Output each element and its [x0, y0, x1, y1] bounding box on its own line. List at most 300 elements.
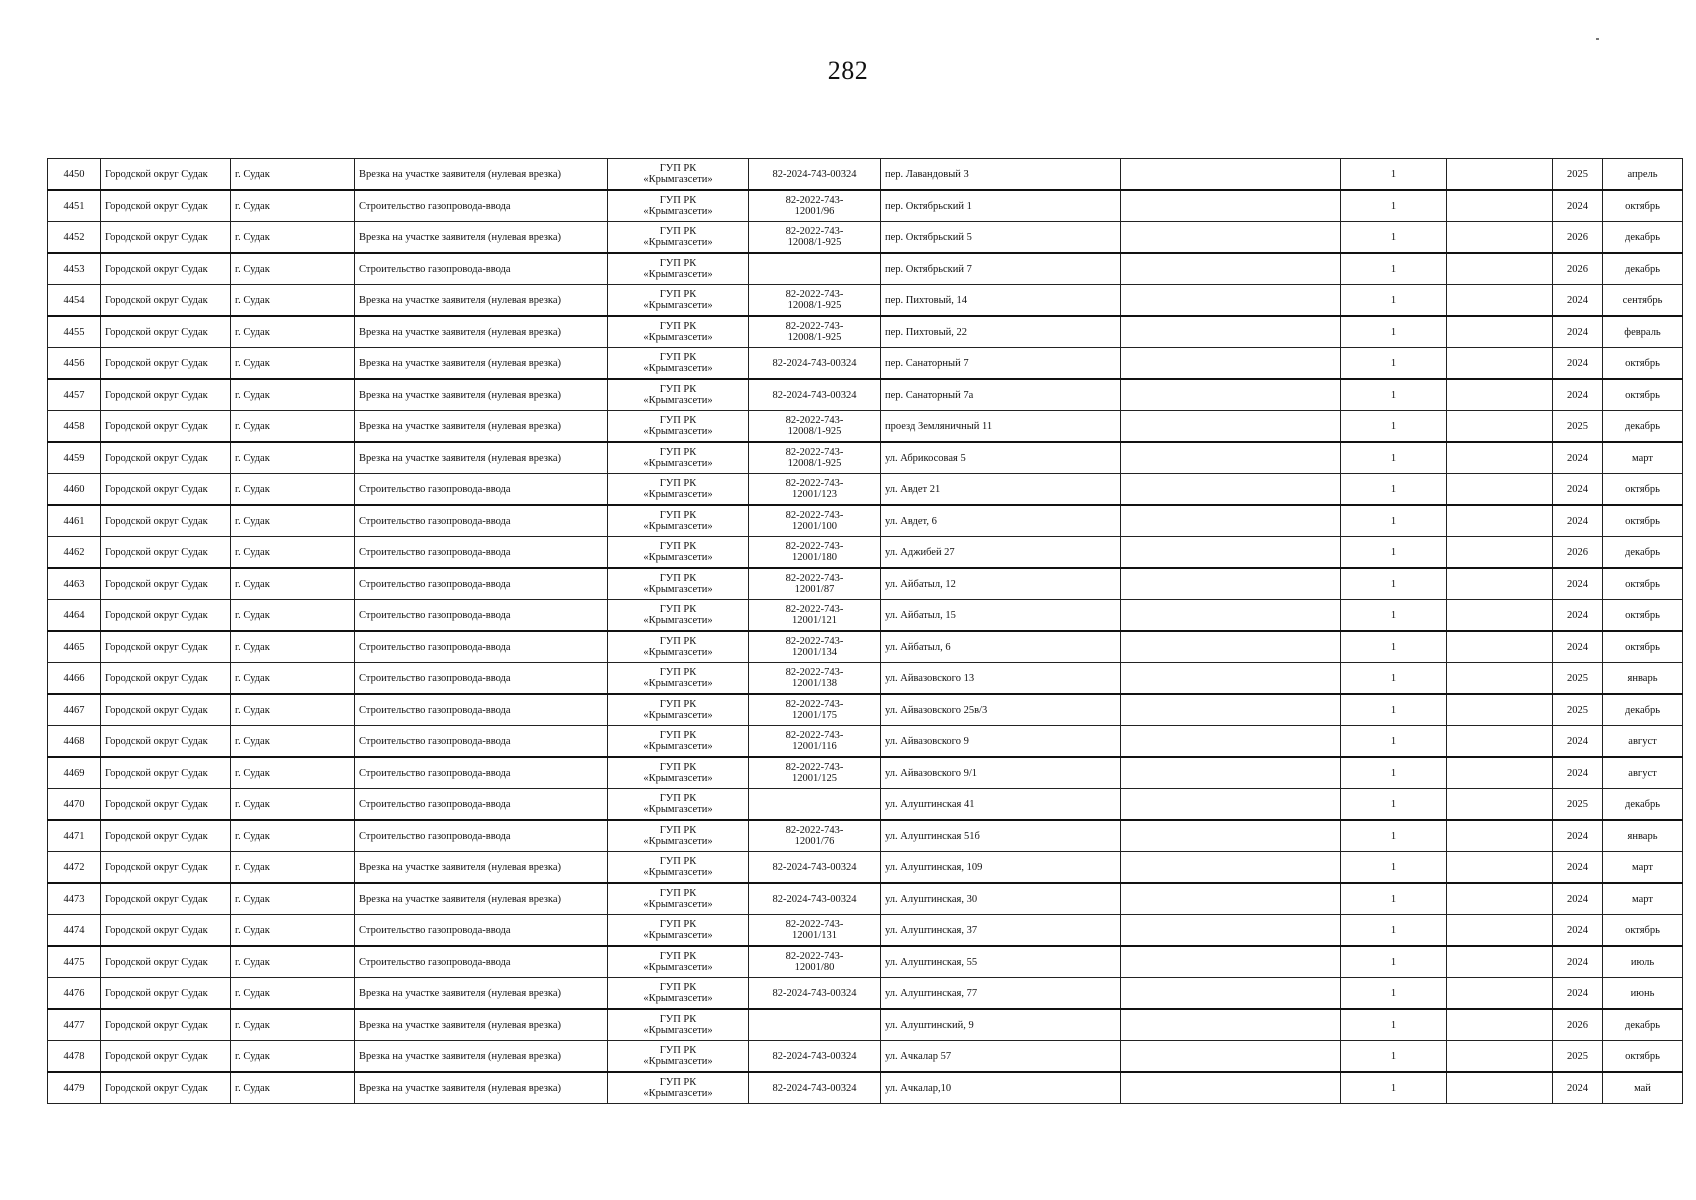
code-cell [749, 852, 881, 884]
district-cell: Городской округ Судак [101, 1041, 231, 1073]
table-row [48, 505, 1683, 537]
district-cell: Городской округ Судак [101, 379, 231, 411]
code-cell [749, 159, 881, 191]
work-type-cell: Врезка на участке заявителя (нулевая врезка) [355, 852, 608, 884]
work-type-cell: Строительство газопровода-ввода [355, 726, 608, 758]
address-cell: пер. Лавандовый 3 [881, 159, 1121, 191]
organization-line-2: «Крымгазсети» [643, 426, 713, 437]
code-cell [749, 379, 881, 411]
quantity-cell: 1 [1341, 442, 1447, 474]
code-cell [749, 820, 881, 852]
organization-cell [608, 253, 749, 285]
code-cell [749, 663, 881, 695]
quantity-cell: 1 [1341, 789, 1447, 821]
work-type-cell: Строительство газопровода-ввода [355, 190, 608, 222]
code-line-2: 12001/123 [792, 489, 837, 500]
organization-line-1: ГУП РК [659, 352, 697, 363]
code-line-1: 82-2022-743- [785, 478, 844, 489]
year-cell: 2024 [1553, 505, 1603, 537]
address-cell: пер. Пихтовый, 22 [881, 316, 1121, 348]
work-type-cell: Строительство газопровода-ввода [355, 915, 608, 947]
year-cell: 2025 [1553, 1041, 1603, 1073]
table-row [48, 820, 1683, 852]
month-cell: январь [1603, 663, 1683, 695]
code-cell [749, 883, 881, 915]
table-row [48, 1009, 1683, 1041]
organization-line-2: «Крымгазсети» [643, 300, 713, 311]
organization-line-1: ГУП РК [659, 888, 697, 899]
empty-cell-1 [1121, 1072, 1341, 1104]
row-number: 4457 [48, 379, 101, 411]
code-cell [749, 505, 881, 537]
address-cell: ул. Айвазовского 9 [881, 726, 1121, 758]
table-row [48, 568, 1683, 600]
organization-line-1: ГУП РК [659, 478, 697, 489]
work-type-cell: Строительство газопровода-ввода [355, 757, 608, 789]
organization-line-2: «Крымгазсети» [643, 773, 713, 784]
empty-cell-1 [1121, 316, 1341, 348]
organization-line-2: «Крымгазсети» [643, 1056, 713, 1067]
code-cell [749, 411, 881, 443]
district-cell: Городской округ Судак [101, 757, 231, 789]
district-cell: Городской округ Судак [101, 190, 231, 222]
empty-cell-2 [1447, 694, 1553, 726]
address-cell: ул. Айбатыл, 6 [881, 631, 1121, 663]
row-number: 4469 [48, 757, 101, 789]
year-cell: 2025 [1553, 411, 1603, 443]
city-cell: г. Судак [231, 474, 355, 506]
empty-cell-2 [1447, 411, 1553, 443]
table-row [48, 978, 1683, 1010]
city-cell: г. Судак [231, 505, 355, 537]
month-cell: июль [1603, 946, 1683, 978]
organization-line-1: ГУП РК [659, 541, 697, 552]
quantity-cell: 1 [1341, 316, 1447, 348]
quantity-cell: 1 [1341, 568, 1447, 600]
row-number: 4456 [48, 348, 101, 380]
month-cell: декабрь [1603, 789, 1683, 821]
row-number: 4477 [48, 1009, 101, 1041]
address-cell: ул. Алуштинская, 77 [881, 978, 1121, 1010]
empty-cell-2 [1447, 253, 1553, 285]
table-row [48, 631, 1683, 663]
month-cell: октябрь [1603, 474, 1683, 506]
row-number: 4468 [48, 726, 101, 758]
organization-line-1: ГУП РК [659, 667, 697, 678]
work-type-cell: Врезка на участке заявителя (нулевая врезка) [355, 1009, 608, 1041]
row-number: 4453 [48, 253, 101, 285]
quantity-cell: 1 [1341, 411, 1447, 443]
row-number: 4479 [48, 1072, 101, 1104]
organization-cell [608, 316, 749, 348]
row-number: 4454 [48, 285, 101, 317]
work-type-cell: Строительство газопровода-ввода [355, 537, 608, 569]
row-number: 4473 [48, 883, 101, 915]
code-line-1: 82-2024-743-00324 [772, 893, 857, 905]
organization-line-1: ГУП РК [659, 1045, 697, 1056]
month-cell: март [1603, 852, 1683, 884]
code-cell [749, 631, 881, 663]
table-row [48, 1041, 1683, 1073]
district-cell: Городской округ Судак [101, 537, 231, 569]
city-cell: г. Судак [231, 883, 355, 915]
city-cell: г. Судак [231, 1072, 355, 1104]
month-cell: март [1603, 442, 1683, 474]
city-cell: г. Судак [231, 820, 355, 852]
code-cell [749, 726, 881, 758]
district-cell: Городской округ Судак [101, 505, 231, 537]
row-number: 4464 [48, 600, 101, 632]
table-row [48, 600, 1683, 632]
work-type-cell: Врезка на участке заявителя (нулевая врезка) [355, 883, 608, 915]
empty-cell-2 [1447, 474, 1553, 506]
empty-cell-2 [1447, 820, 1553, 852]
code-line-2: 12008/1-925 [787, 332, 842, 343]
code-line-2: 12001/121 [792, 615, 837, 626]
address-cell: ул. Авдет, 6 [881, 505, 1121, 537]
table-row [48, 379, 1683, 411]
organization-line-1: ГУП РК [659, 636, 697, 647]
row-number: 4451 [48, 190, 101, 222]
organization-line-1: ГУП РК [659, 226, 697, 237]
code-cell [749, 1009, 881, 1041]
empty-cell-2 [1447, 946, 1553, 978]
organization-cell [608, 789, 749, 821]
code-cell [749, 316, 881, 348]
quantity-cell: 1 [1341, 159, 1447, 191]
empty-cell-1 [1121, 190, 1341, 222]
code-line-2: 12001/80 [794, 962, 835, 973]
code-line-2: 12001/180 [792, 552, 837, 563]
year-cell: 2026 [1553, 253, 1603, 285]
district-cell: Городской округ Судак [101, 474, 231, 506]
district-cell: Городской округ Судак [101, 568, 231, 600]
organization-line-1: ГУП РК [659, 604, 697, 615]
code-line-1: 82-2022-743- [785, 604, 844, 615]
work-type-cell: Строительство газопровода-ввода [355, 789, 608, 821]
code-line-1: 82-2022-743- [785, 195, 844, 206]
table-row [48, 159, 1683, 191]
organization-line-1: ГУП РК [659, 384, 697, 395]
year-cell: 2025 [1553, 789, 1603, 821]
district-cell: Городской округ Судак [101, 285, 231, 317]
row-number: 4474 [48, 915, 101, 947]
organization-line-1: ГУП РК [659, 793, 697, 804]
district-cell: Городской округ Судак [101, 348, 231, 380]
table-row [48, 474, 1683, 506]
city-cell: г. Судак [231, 726, 355, 758]
code-line-1: 82-2022-743- [785, 541, 844, 552]
district-cell: Городской округ Судак [101, 253, 231, 285]
row-number: 4461 [48, 505, 101, 537]
year-cell: 2024 [1553, 852, 1603, 884]
organization-cell [608, 631, 749, 663]
district-cell: Городской округ Судак [101, 1072, 231, 1104]
year-cell: 2024 [1553, 757, 1603, 789]
row-number: 4463 [48, 568, 101, 600]
organization-line-2: «Крымгазсети» [643, 237, 713, 248]
city-cell: г. Судак [231, 915, 355, 947]
month-cell: июнь [1603, 978, 1683, 1010]
work-type-cell: Строительство газопровода-ввода [355, 600, 608, 632]
quantity-cell: 1 [1341, 379, 1447, 411]
code-line-1: 82-2024-743-00324 [772, 357, 857, 369]
row-number: 4458 [48, 411, 101, 443]
work-type-cell: Строительство газопровода-ввода [355, 568, 608, 600]
row-number: 4452 [48, 222, 101, 254]
empty-cell-1 [1121, 1009, 1341, 1041]
row-number: 4476 [48, 978, 101, 1010]
code-line-1: 82-2024-743-00324 [772, 168, 857, 180]
address-cell: ул. Алуштинская, 109 [881, 852, 1121, 884]
organization-line-1: ГУП РК [659, 982, 697, 993]
row-number: 4467 [48, 694, 101, 726]
organization-line-1: ГУП РК [659, 699, 697, 710]
address-cell: ул. Авдет 21 [881, 474, 1121, 506]
code-cell [749, 757, 881, 789]
code-line-2: 12001/96 [794, 206, 835, 217]
organization-cell [608, 379, 749, 411]
row-number: 4455 [48, 316, 101, 348]
address-cell: пер. Октябрьский 1 [881, 190, 1121, 222]
work-type-cell: Строительство газопровода-ввода [355, 474, 608, 506]
table-row [48, 946, 1683, 978]
code-line-1: 82-2024-743-00324 [772, 1050, 857, 1062]
empty-cell-1 [1121, 568, 1341, 600]
organization-line-2: «Крымгазсети» [643, 710, 713, 721]
row-number: 4466 [48, 663, 101, 695]
registry-table [47, 158, 1683, 1104]
organization-cell [608, 915, 749, 947]
work-type-cell: Строительство газопровода-ввода [355, 253, 608, 285]
year-cell: 2025 [1553, 694, 1603, 726]
code-line-2: 12008/1-925 [787, 300, 842, 311]
empty-cell-2 [1447, 1009, 1553, 1041]
code-cell [749, 946, 881, 978]
district-cell: Городской округ Судак [101, 820, 231, 852]
empty-cell-2 [1447, 663, 1553, 695]
code-line-1: 82-2022-743- [785, 321, 844, 332]
organization-line-2: «Крымгазсети» [643, 1025, 713, 1036]
work-type-cell: Строительство газопровода-ввода [355, 663, 608, 695]
quantity-cell: 1 [1341, 726, 1447, 758]
address-cell: ул. Ачкалар 57 [881, 1041, 1121, 1073]
address-cell: ул. Алуштинская 41 [881, 789, 1121, 821]
year-cell: 2024 [1553, 820, 1603, 852]
month-cell: октябрь [1603, 1041, 1683, 1073]
empty-cell-1 [1121, 883, 1341, 915]
work-type-cell: Врезка на участке заявителя (нулевая врезка) [355, 316, 608, 348]
district-cell: Городской округ Судак [101, 978, 231, 1010]
table-row [48, 883, 1683, 915]
work-type-cell: Строительство газопровода-ввода [355, 631, 608, 663]
code-cell [749, 978, 881, 1010]
month-cell: октябрь [1603, 600, 1683, 632]
city-cell: г. Судак [231, 537, 355, 569]
city-cell: г. Судак [231, 222, 355, 254]
city-cell: г. Судак [231, 852, 355, 884]
empty-cell-1 [1121, 978, 1341, 1010]
city-cell: г. Судак [231, 600, 355, 632]
city-cell: г. Судак [231, 694, 355, 726]
empty-cell-2 [1447, 285, 1553, 317]
month-cell: апрель [1603, 159, 1683, 191]
organization-cell [608, 442, 749, 474]
code-line-2: 12001/138 [792, 678, 837, 689]
city-cell: г. Судак [231, 568, 355, 600]
row-number: 4472 [48, 852, 101, 884]
organization-cell [608, 852, 749, 884]
organization-line-1: ГУП РК [659, 195, 697, 206]
row-number: 4462 [48, 537, 101, 569]
code-line-1: 82-2022-743- [785, 289, 844, 300]
quantity-cell: 1 [1341, 883, 1447, 915]
work-type-cell: Строительство газопровода-ввода [355, 694, 608, 726]
empty-cell-2 [1447, 852, 1553, 884]
quantity-cell: 1 [1341, 222, 1447, 254]
quantity-cell: 1 [1341, 348, 1447, 380]
organization-line-1: ГУП РК [659, 1077, 697, 1088]
empty-cell-1 [1121, 852, 1341, 884]
code-cell [749, 537, 881, 569]
scan-mark [1596, 38, 1599, 40]
empty-cell-1 [1121, 442, 1341, 474]
district-cell: Городской округ Судак [101, 316, 231, 348]
organization-cell [608, 946, 749, 978]
code-line-2: 12001/76 [794, 836, 835, 847]
row-number: 4475 [48, 946, 101, 978]
row-number: 4459 [48, 442, 101, 474]
empty-cell-1 [1121, 726, 1341, 758]
code-cell [749, 915, 881, 947]
work-type-cell: Врезка на участке заявителя (нулевая врезка) [355, 348, 608, 380]
organization-cell [608, 159, 749, 191]
organization-line-2: «Крымгазсети» [643, 867, 713, 878]
empty-cell-1 [1121, 253, 1341, 285]
empty-cell-1 [1121, 694, 1341, 726]
organization-line-2: «Крымгазсети» [643, 993, 713, 1004]
year-cell: 2026 [1553, 1009, 1603, 1041]
work-type-cell: Врезка на участке заявителя (нулевая врезка) [355, 411, 608, 443]
year-cell: 2026 [1553, 537, 1603, 569]
organization-line-1: ГУП РК [659, 762, 697, 773]
organization-line-1: ГУП РК [659, 573, 697, 584]
row-number: 4470 [48, 789, 101, 821]
organization-line-1: ГУП РК [659, 415, 697, 426]
organization-line-1: ГУП РК [659, 258, 697, 269]
organization-line-2: «Крымгазсети» [643, 206, 713, 217]
year-cell: 2024 [1553, 379, 1603, 411]
work-type-cell: Врезка на участке заявителя (нулевая врезка) [355, 978, 608, 1010]
empty-cell-1 [1121, 348, 1341, 380]
empty-cell-2 [1447, 1041, 1553, 1073]
month-cell: октябрь [1603, 915, 1683, 947]
city-cell: г. Судак [231, 348, 355, 380]
work-type-cell: Врезка на участке заявителя (нулевая врезка) [355, 1041, 608, 1073]
address-cell: ул. Айвазовского 25в/3 [881, 694, 1121, 726]
code-line-1: 82-2022-743- [785, 951, 844, 962]
organization-cell [608, 600, 749, 632]
year-cell: 2024 [1553, 631, 1603, 663]
year-cell: 2025 [1553, 159, 1603, 191]
organization-cell [608, 1009, 749, 1041]
district-cell: Городской округ Судак [101, 946, 231, 978]
quantity-cell: 1 [1341, 631, 1447, 663]
district-cell: Городской округ Судак [101, 1009, 231, 1041]
empty-cell-2 [1447, 978, 1553, 1010]
code-line-1: 82-2022-743- [785, 762, 844, 773]
work-type-cell: Строительство газопровода-ввода [355, 505, 608, 537]
table-row [48, 1072, 1683, 1104]
address-cell: ул. Айбатыл, 12 [881, 568, 1121, 600]
quantity-cell: 1 [1341, 694, 1447, 726]
city-cell: г. Судак [231, 442, 355, 474]
city-cell: г. Судак [231, 978, 355, 1010]
empty-cell-2 [1447, 789, 1553, 821]
city-cell: г. Судак [231, 946, 355, 978]
city-cell: г. Судак [231, 379, 355, 411]
empty-cell-2 [1447, 915, 1553, 947]
table-row [48, 852, 1683, 884]
organization-cell [608, 537, 749, 569]
month-cell: август [1603, 726, 1683, 758]
organization-cell [608, 505, 749, 537]
code-line-2: 12001/125 [792, 773, 837, 784]
table-row [48, 285, 1683, 317]
empty-cell-2 [1447, 631, 1553, 663]
organization-line-2: «Крымгазсети» [643, 395, 713, 406]
organization-cell [608, 1041, 749, 1073]
year-cell: 2025 [1553, 663, 1603, 695]
code-line-2: 12001/100 [792, 521, 837, 532]
address-cell: ул. Аджибей 27 [881, 537, 1121, 569]
organization-line-2: «Крымгазсети» [643, 521, 713, 532]
month-cell: октябрь [1603, 379, 1683, 411]
address-cell: ул. Алуштинская, 55 [881, 946, 1121, 978]
empty-cell-2 [1447, 537, 1553, 569]
year-cell: 2024 [1553, 726, 1603, 758]
city-cell: г. Судак [231, 316, 355, 348]
organization-line-2: «Крымгазсети» [643, 269, 713, 280]
city-cell: г. Судак [231, 159, 355, 191]
empty-cell-2 [1447, 316, 1553, 348]
code-line-1: 82-2024-743-00324 [772, 1082, 857, 1094]
code-line-1: 82-2022-743- [785, 573, 844, 584]
code-cell [749, 190, 881, 222]
district-cell: Городской округ Судак [101, 631, 231, 663]
code-line-1: 82-2024-743-00324 [772, 987, 857, 999]
organization-line-2: «Крымгазсети» [643, 489, 713, 500]
code-cell [749, 1041, 881, 1073]
code-cell [749, 694, 881, 726]
work-type-cell: Врезка на участке заявителя (нулевая врезка) [355, 1072, 608, 1104]
organization-line-1: ГУП РК [659, 447, 697, 458]
organization-line-2: «Крымгазсети» [643, 836, 713, 847]
row-number: 4478 [48, 1041, 101, 1073]
month-cell: декабрь [1603, 1009, 1683, 1041]
city-cell: г. Судак [231, 285, 355, 317]
table-body [48, 159, 1683, 1104]
table-row [48, 411, 1683, 443]
address-cell: пер. Октябрьский 7 [881, 253, 1121, 285]
empty-cell-2 [1447, 379, 1553, 411]
city-cell: г. Судак [231, 757, 355, 789]
empty-cell-1 [1121, 820, 1341, 852]
empty-cell-1 [1121, 159, 1341, 191]
code-line-2: 12008/1-925 [787, 458, 842, 469]
organization-line-2: «Крымгазсети» [643, 804, 713, 815]
empty-cell-1 [1121, 505, 1341, 537]
